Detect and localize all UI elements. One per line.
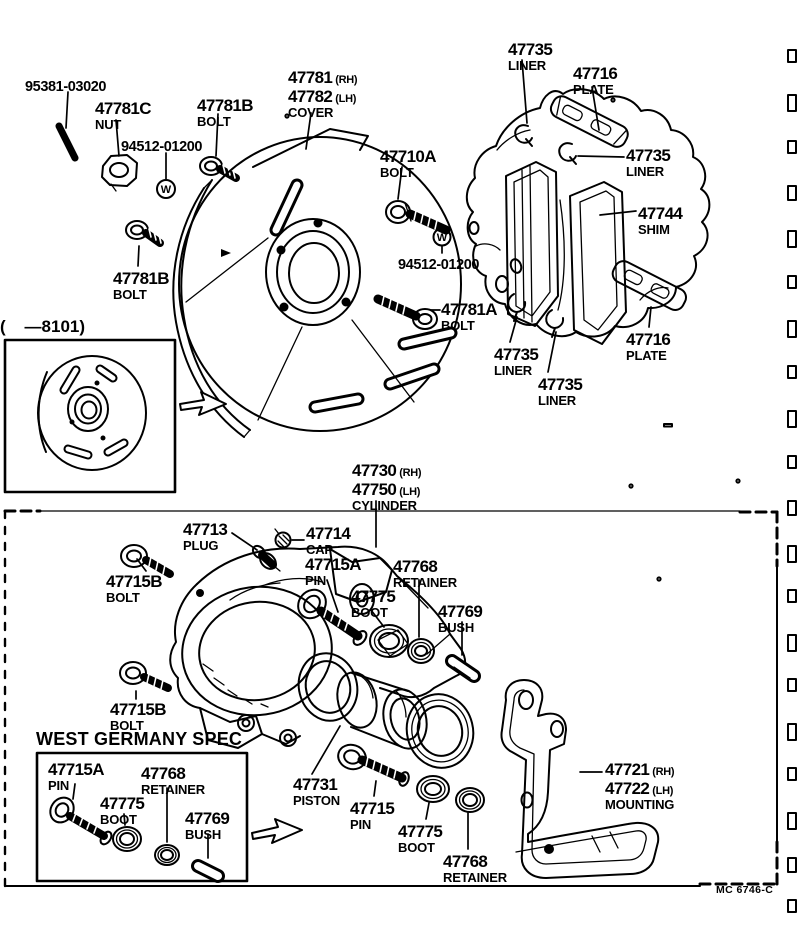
part-name: LINER xyxy=(626,164,665,179)
part-number: 47775 xyxy=(100,794,145,813)
part-label-boot-47775-wg xyxy=(100,794,144,826)
early-model-note: ( —8101) xyxy=(0,317,86,336)
part-number: 47769 xyxy=(185,809,230,828)
part-label-nut-47781c xyxy=(95,99,151,131)
part-name: LINER xyxy=(494,363,533,378)
part-number: 47768 xyxy=(443,852,488,871)
part-side-suffix: (RH) xyxy=(399,467,422,479)
document-code: MC 6746-C xyxy=(716,884,774,896)
part-number: 47782 xyxy=(288,87,333,106)
part-name: PISTON xyxy=(293,793,340,808)
part-number: 47781 xyxy=(288,68,333,87)
part-label-bush-47769-wg xyxy=(185,809,229,841)
part-number: 94512-01200 xyxy=(121,139,203,155)
part-label-liner-47735-bottom-left xyxy=(494,345,538,377)
part-label-washer-94512-01200-left xyxy=(121,137,202,156)
part-name: LINER xyxy=(508,58,547,73)
part-name: BOOT xyxy=(351,605,388,620)
part-name: LINER xyxy=(538,393,577,408)
svg-text:W: W xyxy=(436,232,448,244)
part-label-cylinder-47730-47750 xyxy=(352,461,421,512)
west-germany-spec-header: WEST GERMANY SPEC xyxy=(36,729,243,749)
part-number: 47715 xyxy=(350,799,395,818)
part-number: 47721 xyxy=(605,760,650,779)
part-number: 47735 xyxy=(626,146,671,165)
part-number: 47744 xyxy=(638,204,683,223)
part-label-bolt-47781b-left xyxy=(113,269,169,301)
part-name: BUSH xyxy=(438,620,475,635)
part-label-boot-47775-lower xyxy=(398,822,442,854)
part-label-mounting-47721-47722 xyxy=(605,760,674,811)
part-number: 47781B xyxy=(197,96,253,115)
part-number: 47775 xyxy=(351,587,396,606)
part-name: PIN xyxy=(350,817,372,832)
part-label-piston-47731 xyxy=(293,775,340,807)
part-number: 47714 xyxy=(306,524,351,543)
part-label-plug-47713 xyxy=(183,520,227,552)
part-number: 47735 xyxy=(494,345,539,364)
part-name: BOLT xyxy=(110,718,144,733)
part-number: 47735 xyxy=(538,375,583,394)
part-number: 47775 xyxy=(398,822,443,841)
part-label-plate-47716-bottom xyxy=(626,330,670,362)
part-label-stud-95381-03020 xyxy=(25,77,106,96)
part-label-bolt-47710a xyxy=(380,147,436,179)
part-label-cap-47714 xyxy=(306,524,350,556)
part-side-suffix: (RH) xyxy=(335,74,358,86)
part-name: RETAINER xyxy=(141,782,205,797)
part-number: 47781B xyxy=(113,269,169,288)
part-number: 47768 xyxy=(141,764,186,783)
part-name: PIN xyxy=(48,778,70,793)
part-name: PLUG xyxy=(183,538,219,553)
part-name: BOOT xyxy=(398,840,435,855)
part-number: 47716 xyxy=(573,64,618,83)
part-side-suffix: (LH) xyxy=(652,785,674,797)
part-name: CAP xyxy=(306,542,333,557)
part-number: 47781C xyxy=(95,99,151,118)
part-name: MOUNTING xyxy=(605,797,675,812)
part-label-retainer-47768-wg xyxy=(141,764,205,796)
part-name: PIN xyxy=(305,573,327,588)
part-label-washer-94512-01200-right xyxy=(398,255,479,274)
part-label-cover-47781-47782 xyxy=(288,68,357,119)
part-label-liner-47735-right xyxy=(626,146,670,178)
part-name: RETAINER xyxy=(393,575,457,590)
part-name: SHIM xyxy=(638,222,670,237)
part-label-pin-47715-lower xyxy=(350,799,394,831)
part-number: 47713 xyxy=(183,520,228,539)
part-label-retainer-47768-lower xyxy=(443,852,507,884)
part-label-plate-47716-top xyxy=(573,64,617,96)
part-label-liner-47735-bottom-mid xyxy=(538,375,582,407)
part-number: 47781A xyxy=(441,300,497,319)
part-number: 47722 xyxy=(605,779,650,798)
part-label-bush-47769-main xyxy=(438,602,482,634)
part-name: BOLT xyxy=(441,318,475,333)
part-number: 47750 xyxy=(352,480,397,499)
part-number: 47716 xyxy=(626,330,671,349)
part-name: BOLT xyxy=(380,165,414,180)
part-label-boot-47775-upper xyxy=(351,587,395,619)
part-name: BOLT xyxy=(106,590,140,605)
part-number: 47735 xyxy=(508,40,553,59)
part-number: 47715B xyxy=(110,700,166,719)
part-name: CYLINDER xyxy=(352,498,417,513)
part-label-bolt-47715b-upper xyxy=(106,572,162,604)
part-label-pin-47715a-wg xyxy=(48,760,104,792)
part-name: BUSH xyxy=(185,827,222,842)
part-number: 47715B xyxy=(106,572,162,591)
part-name: BOOT xyxy=(100,812,137,827)
part-name: PLATE xyxy=(626,348,667,363)
part-name: BOLT xyxy=(197,114,231,129)
part-side-suffix: (LH) xyxy=(335,93,357,105)
part-label-pin-47715a-main xyxy=(305,555,361,587)
part-name: RETAINER xyxy=(443,870,507,885)
part-label-bolt-47715b-lower xyxy=(110,700,166,732)
part-label-bolt-47781b-top xyxy=(197,96,253,128)
svg-text:W: W xyxy=(160,184,172,196)
part-name: BOLT xyxy=(113,287,147,302)
part-side-suffix: (LH) xyxy=(399,486,421,498)
part-number: 94512-01200 xyxy=(398,257,480,273)
part-side-suffix: (RH) xyxy=(652,766,675,778)
part-number: 47768 xyxy=(393,557,438,576)
part-number: 95381-03020 xyxy=(25,79,107,95)
part-name: COVER xyxy=(288,105,334,120)
part-number: 47731 xyxy=(293,775,338,794)
part-number: 47730 xyxy=(352,461,397,480)
part-label-bolt-47781a xyxy=(441,300,497,332)
part-label-retainer-47768-upper xyxy=(393,557,457,589)
part-number: 47710A xyxy=(380,147,436,166)
part-number: 47715A xyxy=(305,555,361,574)
part-name: PLATE xyxy=(573,82,614,97)
part-number: 47769 xyxy=(438,602,483,621)
part-number: 47715A xyxy=(48,760,104,779)
part-label-liner-47735-top xyxy=(508,40,552,72)
part-label-shim-47744 xyxy=(638,204,682,236)
part-name: NUT xyxy=(95,117,122,132)
